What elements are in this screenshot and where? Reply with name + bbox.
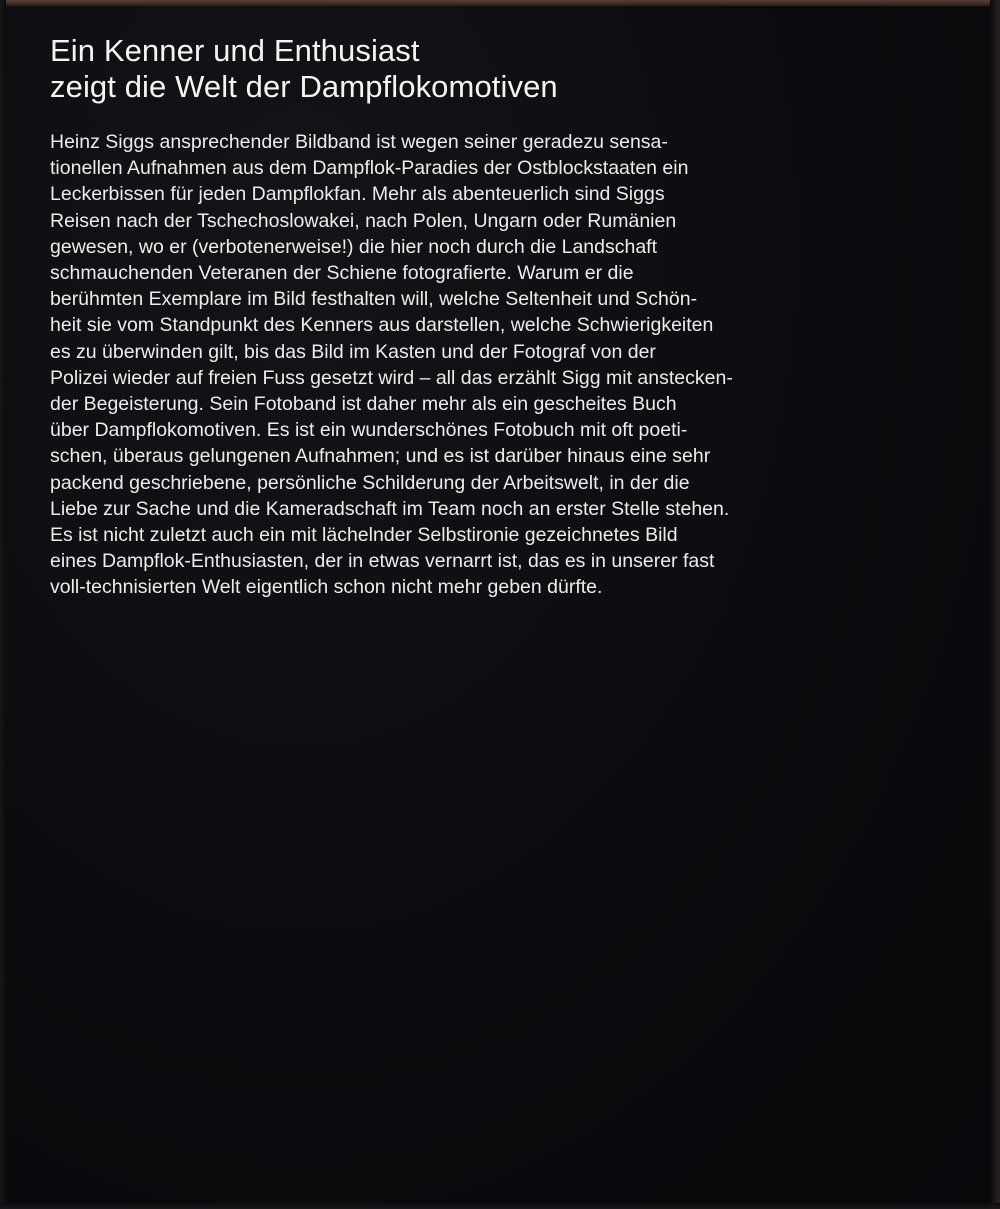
blurb-line: gewesen, wo er (verbotenerweise!) die hier noch durch die Landschaft	[50, 235, 658, 258]
cover-right-edge	[990, 0, 1000, 1209]
blurb-line: Polizei wieder auf freien Fuss gesetzt wird – all das erzählt Sigg mit anstecken-	[50, 366, 733, 389]
blurb-line: heit sie vom Standpunkt des Kenners aus darstellen, welche Schwierigkeiten	[50, 314, 714, 337]
blurb-line: tionellen Aufnahmen aus dem Dampflok-Paradies der Ostblockstaaten ein	[50, 157, 689, 180]
cover-bottom-edge	[0, 1203, 1000, 1209]
blurb-line: packend geschriebene, persönliche Schilderung der Arbeitswelt, in der die	[50, 471, 690, 494]
blurb-line: schen, überaus gelungenen Aufnahmen; und es ist darüber hinaus eine sehr	[50, 445, 711, 468]
blurb-line: berühmten Exemplare im Bild festhalten will, welche Seltenheit und Schön-	[50, 288, 698, 311]
blurb-line: Reisen nach der Tschechoslowakei, nach Polen, Ungarn oder Rumänien	[50, 209, 677, 232]
blurb-line: Es ist nicht zuletzt auch ein mit lächelnder Selbstironie gezeichnetes Bild	[50, 524, 678, 547]
blurb-paragraph	[50, 129, 950, 601]
blurb-line: eines Dampflok-Enthusiasten, der in etwas vernarrt ist, das es in unserer fast	[50, 550, 715, 573]
blurb-line: Heinz Siggs ansprechender Bildband ist wegen seiner geradezu sensa-	[50, 131, 668, 153]
blurb-line: Leckerbissen für jeden Dampflokfan. Mehr als abenteuerlich sind Siggs	[50, 183, 665, 206]
blurb-line: schmauchenden Veteranen der Schiene fotografierte. Warum er die	[50, 262, 634, 285]
blurb-line: es zu überwinden gilt, bis das Bild im Kasten und der Fotograf von der	[50, 340, 656, 363]
blurb-line: Liebe zur Sache und die Kameradschaft im Team noch an erster Stelle stehen.	[50, 497, 730, 520]
cover-top-edge	[0, 0, 1000, 6]
blurb-line: über Dampflokomotiven. Es ist ein wunderschönes Fotobuch mit oft poeti-	[50, 419, 688, 442]
cover-left-edge	[0, 0, 6, 1209]
headline-line: zeigt die Welt der Dampflokomotiven	[50, 69, 558, 104]
blurb-line: voll-technisierten Welt eigentlich schon nicht mehr geben dürfte.	[50, 576, 603, 599]
blurb-line: der Begeisterung. Sein Fotoband ist daher mehr als ein gescheites Buch	[50, 393, 677, 416]
headline-line: Ein Kenner und Enthusiast	[50, 33, 420, 68]
headline	[50, 33, 950, 105]
